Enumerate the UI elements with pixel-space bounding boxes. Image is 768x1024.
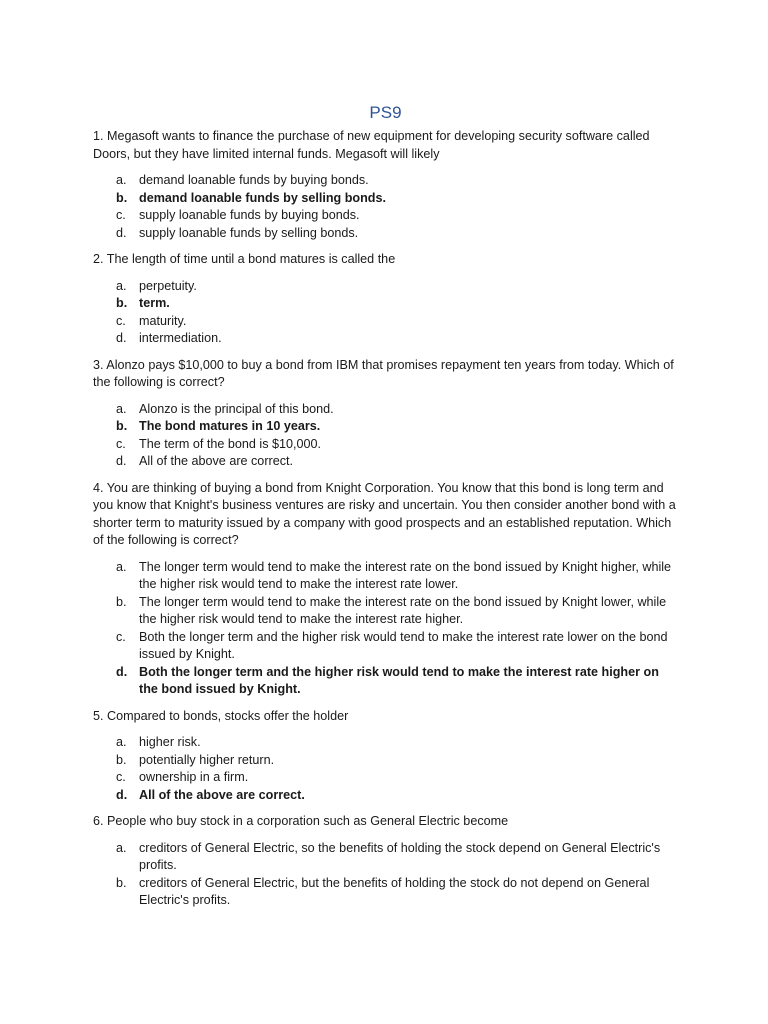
option-text: The longer term would tend to make the interest rate on the bond issued by Knight higher, while the higher risk would tend to make the interest rate lower. <box>139 559 672 591</box>
question-4 <box>93 480 678 699</box>
answer-options <box>93 401 678 471</box>
answer-option <box>93 594 678 629</box>
option-text: creditors of General Electric, so the benefits of holding the stock depend on General Electric's profits. <box>139 840 661 872</box>
answer-option <box>93 664 678 699</box>
option-letter: c. <box>116 208 126 222</box>
document-page <box>93 102 678 919</box>
answer-option <box>93 330 678 348</box>
answer-option <box>93 172 678 190</box>
answer-options <box>93 278 678 348</box>
option-letter: c. <box>116 313 126 328</box>
answer-option <box>93 629 678 664</box>
answer-option <box>93 453 678 471</box>
option-text: The term of the bond is $10,000. <box>139 436 322 451</box>
question-list <box>93 128 678 910</box>
option-text: All of the above are correct. <box>139 787 305 802</box>
answer-options <box>93 172 678 242</box>
option-letter: d. <box>116 787 128 802</box>
option-letter: b. <box>116 419 128 433</box>
question-2 <box>93 251 678 348</box>
answer-option <box>93 840 678 875</box>
option-text: Both the longer term and the higher risk would tend to make the interest rate higher on the bond issued by Knight. <box>139 664 659 696</box>
option-text: The longer term would tend to make the interest rate on the bond issued by Knight lower, while the higher risk would tend to make the interest rate higher. <box>139 594 667 626</box>
option-text: demand loanable funds by selling bonds. <box>139 190 387 205</box>
answer-option <box>93 436 678 454</box>
question-stem: 1. Megasoft wants to finance the purchase of new equipment for developing security software called Doors, but they have limited internal funds. Megasoft will likely <box>93 129 650 161</box>
option-text: potentially higher return. <box>139 752 275 767</box>
answer-options <box>93 559 678 699</box>
option-text: supply loanable funds by buying bonds. <box>139 208 360 222</box>
answer-options <box>93 734 678 804</box>
answer-option <box>93 734 678 752</box>
answer-option <box>93 225 678 243</box>
option-letter: a. <box>116 173 127 187</box>
answer-option <box>93 278 678 296</box>
option-text: higher risk. <box>139 735 201 749</box>
option-letter: b. <box>116 752 127 767</box>
question-stem: 6. People who buy stock in a corporation such as General Electric become <box>93 814 509 828</box>
question-3 <box>93 357 678 471</box>
question-5 <box>93 708 678 805</box>
option-letter: c. <box>116 770 126 784</box>
answer-option <box>93 207 678 225</box>
answer-option <box>93 769 678 787</box>
option-letter: d. <box>116 331 127 345</box>
option-letter: a. <box>116 559 127 574</box>
option-letter: d. <box>116 454 127 468</box>
option-letter: d. <box>116 664 128 679</box>
option-letter: c. <box>116 436 126 451</box>
question-stem: 2. The length of time until a bond matures is called the <box>93 252 396 266</box>
answer-option <box>93 190 678 208</box>
option-letter: b. <box>116 296 128 310</box>
option-text: ownership in a firm. <box>139 770 249 784</box>
answer-option <box>93 295 678 313</box>
option-text: Both the longer term and the higher risk would tend to make the interest rate lower on the bond issued by Knight. <box>139 629 668 661</box>
answer-option <box>93 752 678 770</box>
question-6 <box>93 813 678 910</box>
question-stem: 3. Alonzo pays $10,000 to buy a bond from IBM that promises repayment ten years from today. Which of the following is correct? <box>93 357 674 389</box>
question-stem: 4. You are thinking of buying a bond from Knight Corporation. You know that this bond is long term and you know that Knight's business ventures are risky and uncertain. You then consider another bond with a shorter term to maturity issued by a company with good prospects and an established reputation. Which of the following is correct? <box>93 480 676 547</box>
option-letter: a. <box>116 840 127 855</box>
answer-option <box>93 559 678 594</box>
option-letter: a. <box>116 401 127 416</box>
option-text: intermediation. <box>139 331 222 345</box>
option-letter: b. <box>116 190 128 205</box>
question-1 <box>93 128 678 242</box>
option-text: maturity. <box>139 313 187 328</box>
option-text: supply loanable funds by selling bonds. <box>139 225 359 240</box>
answer-option <box>93 313 678 331</box>
option-letter: c. <box>116 629 126 644</box>
option-text: The bond matures in 10 years. <box>139 419 321 433</box>
option-letter: a. <box>116 735 127 749</box>
option-letter: d. <box>116 225 127 240</box>
question-stem: 5. Compared to bonds, stocks offer the holder <box>93 708 349 723</box>
answer-option <box>93 787 678 805</box>
option-text: demand loanable funds by buying bonds. <box>139 173 369 187</box>
option-text: creditors of General Electric, but the benefits of holding the stock do not depend on General Electric's profits. <box>139 875 650 907</box>
option-text: perpetuity. <box>139 278 197 293</box>
answer-option <box>93 401 678 419</box>
option-letter: b. <box>116 875 127 890</box>
option-letter: a. <box>116 278 127 293</box>
page-title: PS9 <box>369 103 402 122</box>
option-text: term. <box>139 296 170 310</box>
answer-option <box>93 875 678 910</box>
option-letter: b. <box>116 594 127 609</box>
answer-options <box>93 840 678 910</box>
answer-option <box>93 418 678 436</box>
option-text: Alonzo is the principal of this bond. <box>139 401 334 416</box>
option-text: All of the above are correct. <box>139 454 294 468</box>
